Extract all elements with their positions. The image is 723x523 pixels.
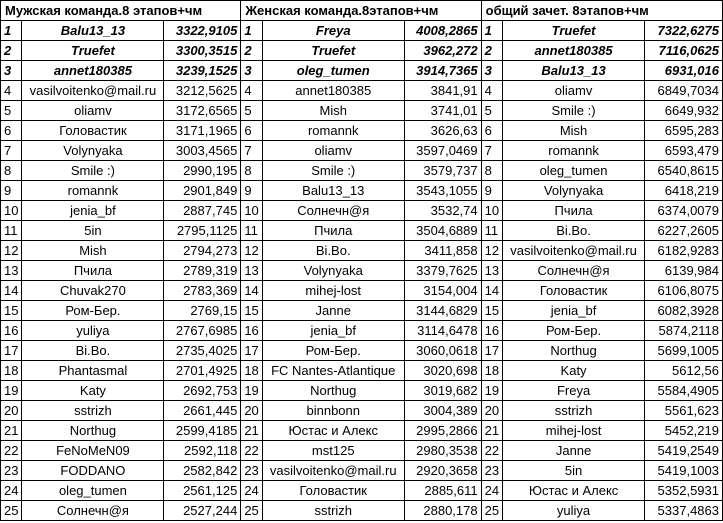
women-rank-cell[interactable]: 2: [241, 41, 262, 61]
men-player-name-cell[interactable]: 5in: [22, 221, 164, 241]
table-row: [1, 361, 723, 381]
men-player-name-cell[interactable]: FeNoMeN09: [22, 441, 164, 461]
women-score-cell[interactable]: 3154,004: [404, 281, 481, 301]
overall-rank-cell[interactable]: 23: [481, 461, 502, 481]
overall-rank-cell[interactable]: 2: [481, 41, 502, 61]
women-rank-cell[interactable]: 4: [241, 81, 262, 101]
overall-player-name-cell[interactable]: Пчила: [503, 201, 645, 221]
men-score-cell[interactable]: 2592,118: [164, 441, 241, 461]
overall-score-cell[interactable]: 6227,2605: [645, 221, 723, 241]
men-player-name-cell[interactable]: Mish: [22, 241, 164, 261]
table-row: [1, 101, 723, 121]
table-row: [1, 241, 723, 261]
women-rank-cell[interactable]: 14: [241, 281, 262, 301]
men-rank-cell[interactable]: 14: [1, 281, 22, 301]
overall-player-name-cell[interactable]: Volynyaka: [503, 181, 645, 201]
men-score-cell[interactable]: 2887,745: [164, 201, 241, 221]
overall-score-cell[interactable]: 6649,932: [645, 101, 723, 121]
men-rank-cell[interactable]: 3: [1, 61, 22, 81]
men-rank-cell[interactable]: 1: [1, 21, 22, 41]
overall-rank-cell[interactable]: 12: [481, 241, 502, 261]
overall-rank-cell[interactable]: 6: [481, 121, 502, 141]
overall-player-name-cell[interactable]: Smile :): [503, 101, 645, 121]
overall-player-name-cell[interactable]: Freya: [503, 381, 645, 401]
women-player-name-cell[interactable]: Ром-Бер.: [262, 341, 404, 361]
overall-score-cell[interactable]: 6540,8615: [645, 161, 723, 181]
men-player-name-cell[interactable]: romannk: [22, 181, 164, 201]
men-score-cell[interactable]: 3239,1525: [164, 61, 241, 81]
women-player-name-cell[interactable]: Janne: [262, 301, 404, 321]
overall-player-name-cell[interactable]: mihej-lost: [503, 421, 645, 441]
women-player-name-cell[interactable]: mst125: [262, 441, 404, 461]
men-score-cell[interactable]: 2789,319: [164, 261, 241, 281]
overall-player-name-cell[interactable]: Mish: [503, 121, 645, 141]
overall-score-cell[interactable]: 5419,1003: [645, 461, 723, 481]
men-score-cell[interactable]: 2527,244: [164, 501, 241, 521]
overall-player-name-cell[interactable]: oleg_tumen: [503, 161, 645, 181]
men-score-cell[interactable]: 3003,4565: [164, 141, 241, 161]
men-rank-cell[interactable]: 2: [1, 41, 22, 61]
women-player-name-cell[interactable]: FC Nantes-Atlantique: [262, 361, 404, 381]
overall-rank-cell[interactable]: 17: [481, 341, 502, 361]
table-row: [1, 381, 723, 401]
women-rank-cell[interactable]: 12: [241, 241, 262, 261]
overall-player-name-cell[interactable]: Truefet: [503, 21, 645, 41]
women-score-cell[interactable]: 3579,737: [404, 161, 481, 181]
women-rank-cell[interactable]: 3: [241, 61, 262, 81]
men-rank-cell[interactable]: 16: [1, 321, 22, 341]
overall-player-name-cell[interactable]: Bi.Bo.: [503, 221, 645, 241]
overall-player-name-cell[interactable]: Janne: [503, 441, 645, 461]
women-score-cell[interactable]: 3411,858: [404, 241, 481, 261]
men-score-cell[interactable]: 2990,195: [164, 161, 241, 181]
overall-score-cell[interactable]: 5699,1005: [645, 341, 723, 361]
men-rank-cell[interactable]: 11: [1, 221, 22, 241]
men-player-name-cell[interactable]: Chuvak270: [22, 281, 164, 301]
women-score-cell[interactable]: 4008,2865: [404, 21, 481, 41]
women-score-cell[interactable]: 2880,178: [404, 501, 481, 521]
women-score-cell[interactable]: 3379,7625: [404, 261, 481, 281]
men-score-cell[interactable]: 2582,842: [164, 461, 241, 481]
overall-score-cell[interactable]: 5452,219: [645, 421, 723, 441]
women-rank-cell[interactable]: 13: [241, 261, 262, 281]
women-player-name-cell[interactable]: Freya: [262, 21, 404, 41]
overall-score-cell[interactable]: 5612,56: [645, 361, 723, 381]
women-rank-cell[interactable]: 15: [241, 301, 262, 321]
women-rank-cell[interactable]: 5: [241, 101, 262, 121]
overall-rank-cell[interactable]: 5: [481, 101, 502, 121]
men-rank-cell[interactable]: 15: [1, 301, 22, 321]
table-row: [1, 261, 723, 281]
women-rank-cell[interactable]: 19: [241, 381, 262, 401]
women-rank-cell[interactable]: 11: [241, 221, 262, 241]
table-row: [1, 301, 723, 321]
men-player-name-cell[interactable]: Phantasmal: [22, 361, 164, 381]
men-player-name-cell[interactable]: oliamv: [22, 101, 164, 121]
men-player-name-cell[interactable]: annet180385: [22, 61, 164, 81]
men-player-name-cell[interactable]: Пчила: [22, 261, 164, 281]
overall-rank-cell[interactable]: 3: [481, 61, 502, 81]
overall-player-name-cell[interactable]: vasilvoitenko@mail.ru: [503, 241, 645, 261]
women-score-cell[interactable]: 3504,6889: [404, 221, 481, 241]
women-player-name-cell[interactable]: Northug: [262, 381, 404, 401]
overall-rank-cell[interactable]: 4: [481, 81, 502, 101]
overall-player-name-cell[interactable]: Balu13_13: [503, 61, 645, 81]
women-rank-cell[interactable]: 6: [241, 121, 262, 141]
overall-rank-cell[interactable]: 8: [481, 161, 502, 181]
table-row: [1, 121, 723, 141]
table-row: [1, 281, 723, 301]
men-score-cell[interactable]: 2735,4025: [164, 341, 241, 361]
overall-standings-header[interactable]: общий зачет. 8этапов+чм: [481, 1, 722, 21]
women-rank-cell[interactable]: 10: [241, 201, 262, 221]
overall-player-name-cell[interactable]: jenia_bf: [503, 301, 645, 321]
overall-player-name-cell[interactable]: Ром-Бер.: [503, 321, 645, 341]
men-score-cell[interactable]: 2794,273: [164, 241, 241, 261]
overall-score-cell[interactable]: 6374,0079: [645, 201, 723, 221]
women-score-cell[interactable]: 2920,3658: [404, 461, 481, 481]
women-rank-cell[interactable]: 8: [241, 161, 262, 181]
table-row: [1, 441, 723, 461]
overall-rank-cell[interactable]: 1: [481, 21, 502, 41]
overall-score-cell[interactable]: 5584,4905: [645, 381, 723, 401]
overall-player-name-cell[interactable]: yuliya: [503, 501, 645, 521]
women-player-name-cell[interactable]: Balu13_13: [262, 181, 404, 201]
overall-player-name-cell[interactable]: Katy: [503, 361, 645, 381]
men-rank-cell[interactable]: 18: [1, 361, 22, 381]
table-row: [1, 421, 723, 441]
women-score-cell[interactable]: 3114,6478: [404, 321, 481, 341]
overall-score-cell[interactable]: 6106,8075: [645, 281, 723, 301]
overall-score-cell[interactable]: 6418,219: [645, 181, 723, 201]
women-score-cell[interactable]: 3626,63: [404, 121, 481, 141]
women-rank-cell[interactable]: 22: [241, 441, 262, 461]
table-row: [1, 61, 723, 81]
men-player-name-cell[interactable]: Солнечн@я: [22, 501, 164, 521]
overall-player-name-cell[interactable]: annet180385: [503, 41, 645, 61]
men-rank-cell[interactable]: 4: [1, 81, 22, 101]
men-rank-cell[interactable]: 23: [1, 461, 22, 481]
women-rank-cell[interactable]: 20: [241, 401, 262, 421]
women-player-name-cell[interactable]: mihej-lost: [262, 281, 404, 301]
women-player-name-cell[interactable]: romannk: [262, 121, 404, 141]
women-player-name-cell[interactable]: Volynyaka: [262, 261, 404, 281]
men-rank-cell[interactable]: 7: [1, 141, 22, 161]
women-player-name-cell[interactable]: Солнечн@я: [262, 201, 404, 221]
men-score-cell[interactable]: 2769,15: [164, 301, 241, 321]
men-score-cell[interactable]: 2783,369: [164, 281, 241, 301]
men-score-cell[interactable]: 3300,3515: [164, 41, 241, 61]
men-player-name-cell[interactable]: Truefet: [22, 41, 164, 61]
overall-rank-cell[interactable]: 15: [481, 301, 502, 321]
men-rank-cell[interactable]: 17: [1, 341, 22, 361]
men-rank-cell[interactable]: 19: [1, 381, 22, 401]
overall-rank-cell[interactable]: 18: [481, 361, 502, 381]
overall-score-cell[interactable]: 5337,4863: [645, 501, 723, 521]
men-score-cell[interactable]: 2561,125: [164, 481, 241, 501]
overall-rank-cell[interactable]: 20: [481, 401, 502, 421]
women-score-cell[interactable]: 3004,389: [404, 401, 481, 421]
men-rank-cell[interactable]: 5: [1, 101, 22, 121]
women-player-name-cell[interactable]: sstrizh: [262, 501, 404, 521]
overall-rank-cell[interactable]: 25: [481, 501, 502, 521]
men-player-name-cell[interactable]: Ром-Бер.: [22, 301, 164, 321]
overall-player-name-cell[interactable]: sstrizh: [503, 401, 645, 421]
women-score-cell[interactable]: 3543,1055: [404, 181, 481, 201]
women-score-cell[interactable]: 3532,74: [404, 201, 481, 221]
women-rank-cell[interactable]: 25: [241, 501, 262, 521]
overall-player-name-cell[interactable]: 5in: [503, 461, 645, 481]
women-rank-cell[interactable]: 7: [241, 141, 262, 161]
women-player-name-cell[interactable]: vasilvoitenko@mail.ru: [262, 461, 404, 481]
overall-player-name-cell[interactable]: Юстас и Алекс: [503, 481, 645, 501]
women-rank-cell[interactable]: 16: [241, 321, 262, 341]
men-score-cell[interactable]: 2692,753: [164, 381, 241, 401]
men-player-name-cell[interactable]: Volynyaka: [22, 141, 164, 161]
women-player-name-cell[interactable]: Truefet: [262, 41, 404, 61]
men-player-name-cell[interactable]: yuliya: [22, 321, 164, 341]
men-player-name-cell[interactable]: Northug: [22, 421, 164, 441]
women-score-cell[interactable]: 3914,7365: [404, 61, 481, 81]
standings-body: [1, 21, 723, 521]
men-score-cell[interactable]: 2795,1125: [164, 221, 241, 241]
overall-score-cell[interactable]: 6593,479: [645, 141, 723, 161]
men-score-cell[interactable]: 3322,9105: [164, 21, 241, 41]
men-rank-cell[interactable]: 25: [1, 501, 22, 521]
women-rank-cell[interactable]: 24: [241, 481, 262, 501]
women-score-cell[interactable]: 3019,682: [404, 381, 481, 401]
women-player-name-cell[interactable]: Юстас и Алекс: [262, 421, 404, 441]
women-score-cell[interactable]: 3841,91: [404, 81, 481, 101]
overall-player-name-cell[interactable]: Головастик: [503, 281, 645, 301]
men-score-cell[interactable]: 3172,6565: [164, 101, 241, 121]
men-score-cell[interactable]: 3171,1965: [164, 121, 241, 141]
women-team-header[interactable]: Женская команда.8этапов+чм: [241, 1, 481, 21]
women-score-cell[interactable]: 2885,611: [404, 481, 481, 501]
men-rank-cell[interactable]: 10: [1, 201, 22, 221]
women-player-name-cell[interactable]: Mish: [262, 101, 404, 121]
table-row: [1, 41, 723, 61]
men-score-cell[interactable]: 2767,6985: [164, 321, 241, 341]
table-row: [1, 181, 723, 201]
table-row: [1, 141, 723, 161]
table-row: [1, 221, 723, 241]
women-score-cell[interactable]: 3597,0469: [404, 141, 481, 161]
overall-score-cell[interactable]: 7322,6275: [645, 21, 723, 41]
men-rank-cell[interactable]: 9: [1, 181, 22, 201]
women-rank-cell[interactable]: 1: [241, 21, 262, 41]
women-rank-cell[interactable]: 21: [241, 421, 262, 441]
men-player-name-cell[interactable]: FODDANO: [22, 461, 164, 481]
women-player-name-cell[interactable]: Smile :): [262, 161, 404, 181]
women-score-cell[interactable]: 2995,2866: [404, 421, 481, 441]
overall-rank-cell[interactable]: 9: [481, 181, 502, 201]
men-player-name-cell[interactable]: Bi.Bo.: [22, 341, 164, 361]
table-row: [1, 21, 723, 41]
overall-rank-cell[interactable]: 11: [481, 221, 502, 241]
women-rank-cell[interactable]: 23: [241, 461, 262, 481]
men-player-name-cell[interactable]: vasilvoitenko@mail.ru: [22, 81, 164, 101]
women-player-name-cell[interactable]: Пчила: [262, 221, 404, 241]
women-score-cell[interactable]: 3741,01: [404, 101, 481, 121]
women-score-cell[interactable]: 3144,6829: [404, 301, 481, 321]
overall-score-cell[interactable]: 5561,623: [645, 401, 723, 421]
overall-score-cell[interactable]: 6082,3928: [645, 301, 723, 321]
men-score-cell[interactable]: 2701,4925: [164, 361, 241, 381]
women-player-name-cell[interactable]: binnbonn: [262, 401, 404, 421]
men-rank-cell[interactable]: 20: [1, 401, 22, 421]
overall-rank-cell[interactable]: 22: [481, 441, 502, 461]
overall-rank-cell[interactable]: 24: [481, 481, 502, 501]
women-rank-cell[interactable]: 18: [241, 361, 262, 381]
men-rank-cell[interactable]: 12: [1, 241, 22, 261]
overall-player-name-cell[interactable]: Northug: [503, 341, 645, 361]
men-rank-cell[interactable]: 8: [1, 161, 22, 181]
header-row: [1, 1, 723, 21]
overall-rank-cell[interactable]: 21: [481, 421, 502, 441]
overall-rank-cell[interactable]: 19: [481, 381, 502, 401]
table-row: [1, 201, 723, 221]
women-player-name-cell[interactable]: Головастик: [262, 481, 404, 501]
overall-score-cell[interactable]: 5352,5931: [645, 481, 723, 501]
men-rank-cell[interactable]: 22: [1, 441, 22, 461]
table-row: [1, 481, 723, 501]
men-rank-cell[interactable]: 13: [1, 261, 22, 281]
men-rank-cell[interactable]: 6: [1, 121, 22, 141]
men-team-header[interactable]: Мужская команда.8 этапов+чм: [1, 1, 241, 21]
overall-score-cell[interactable]: 7116,0625: [645, 41, 723, 61]
men-player-name-cell[interactable]: Balu13_13: [22, 21, 164, 41]
men-player-name-cell[interactable]: oleg_tumen: [22, 481, 164, 501]
table-row: [1, 81, 723, 101]
women-score-cell[interactable]: 3020,698: [404, 361, 481, 381]
men-score-cell[interactable]: 3212,5625: [164, 81, 241, 101]
men-score-cell[interactable]: 2599,4185: [164, 421, 241, 441]
women-score-cell[interactable]: 2980,3538: [404, 441, 481, 461]
women-player-name-cell[interactable]: Bi.Bo.: [262, 241, 404, 261]
overall-score-cell[interactable]: 6931,016: [645, 61, 723, 81]
table-row: [1, 461, 723, 481]
men-score-cell[interactable]: 2661,445: [164, 401, 241, 421]
men-player-name-cell[interactable]: Katy: [22, 381, 164, 401]
women-score-cell[interactable]: 3060,0618: [404, 341, 481, 361]
overall-rank-cell[interactable]: 14: [481, 281, 502, 301]
men-player-name-cell[interactable]: Головастик: [22, 121, 164, 141]
women-rank-cell[interactable]: 17: [241, 341, 262, 361]
women-player-name-cell[interactable]: annet180385: [262, 81, 404, 101]
women-rank-cell[interactable]: 9: [241, 181, 262, 201]
table-row: [1, 501, 723, 521]
overall-score-cell[interactable]: 5874,2118: [645, 321, 723, 341]
overall-rank-cell[interactable]: 10: [481, 201, 502, 221]
men-score-cell[interactable]: 2901,849: [164, 181, 241, 201]
women-player-name-cell[interactable]: oliamv: [262, 141, 404, 161]
overall-player-name-cell[interactable]: oliamv: [503, 81, 645, 101]
overall-player-name-cell[interactable]: Солнечн@я: [503, 261, 645, 281]
women-score-cell[interactable]: 3962,272: [404, 41, 481, 61]
women-player-name-cell[interactable]: jenia_bf: [262, 321, 404, 341]
overall-player-name-cell[interactable]: romannk: [503, 141, 645, 161]
overall-score-cell[interactable]: 6182,9283: [645, 241, 723, 261]
table-row: [1, 401, 723, 421]
men-rank-cell[interactable]: 21: [1, 421, 22, 441]
overall-rank-cell[interactable]: 16: [481, 321, 502, 341]
men-player-name-cell[interactable]: jenia_bf: [22, 201, 164, 221]
men-rank-cell[interactable]: 24: [1, 481, 22, 501]
men-player-name-cell[interactable]: sstrizh: [22, 401, 164, 421]
table-row: [1, 161, 723, 181]
overall-score-cell[interactable]: 6849,7034: [645, 81, 723, 101]
overall-rank-cell[interactable]: 7: [481, 141, 502, 161]
overall-score-cell[interactable]: 5419,2549: [645, 441, 723, 461]
overall-rank-cell[interactable]: 13: [481, 261, 502, 281]
women-player-name-cell[interactable]: oleg_tumen: [262, 61, 404, 81]
table-row: [1, 321, 723, 341]
men-player-name-cell[interactable]: Smile :): [22, 161, 164, 181]
overall-score-cell[interactable]: 6595,283: [645, 121, 723, 141]
table-row: [1, 341, 723, 361]
overall-score-cell[interactable]: 6139,984: [645, 261, 723, 281]
